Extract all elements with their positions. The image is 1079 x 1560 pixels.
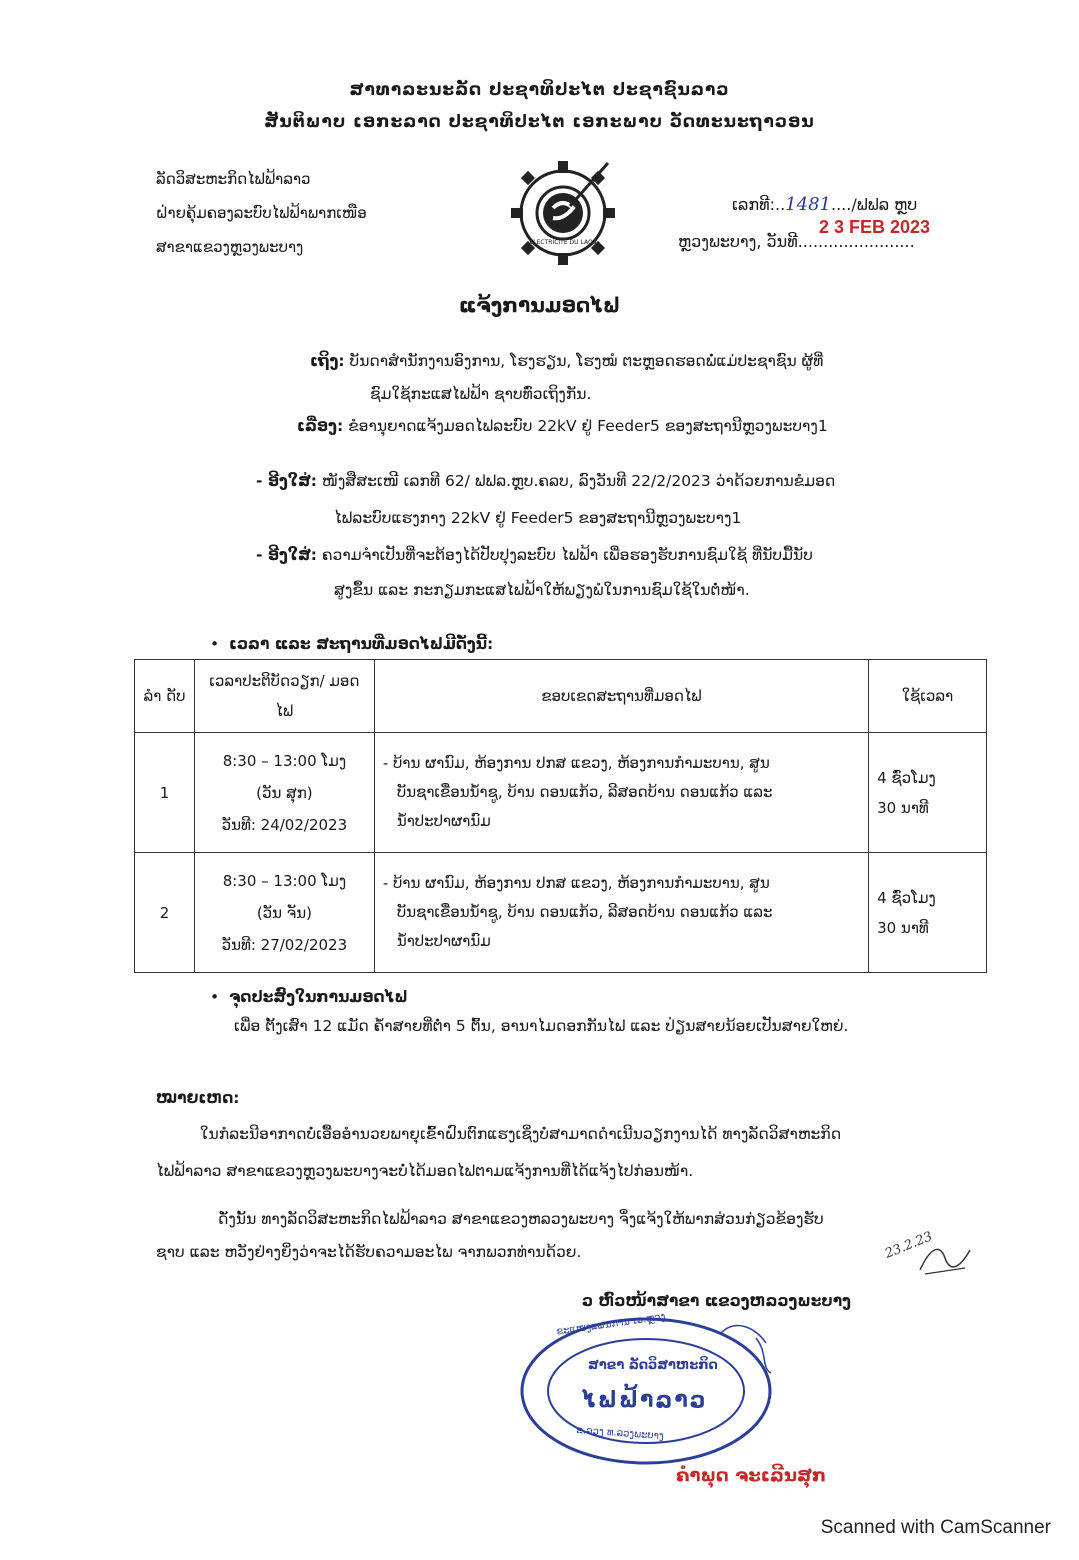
to-label: ເຖິງ:: [310, 352, 345, 370]
note-p2-line2: ຊາບ ແລະ ຫວັງຢ່າງຍິ່ງວ່າຈະໄດ້ຮັບຄວາມອະໄພ ຈາກພວກທ່ານດ້ວຍ.: [156, 1243, 582, 1261]
ref2-line2: ສູງຂຶ້ນ ແລະ ກະກຽມກະແສໄຟຟ້າໃຫ້ພຽງພໍໃນການຊົມໃຊ້ໃນຕໍ່ໜ້າ.: [334, 581, 750, 599]
org-line3: ສາຂາແຂວງຫຼວງພະບາງ: [156, 238, 304, 256]
initial-date: 23.2.23: [882, 1229, 935, 1262]
official-stamp: [516, 1313, 776, 1468]
date-stamp: 2 3 FEB 2023: [819, 217, 931, 237]
purpose-heading: • ຈຸດປະສົງໃນການມອດໄຟ: [210, 988, 408, 1006]
schedule-table: [134, 659, 987, 973]
stamp-line1: ສາຂາ ລັດວິສາຫະກິດ: [588, 1358, 718, 1373]
row-time: 8:30 – 13:00 ໂມງ: [222, 751, 347, 770]
subject-label: ເລື່ອງ:: [297, 417, 344, 435]
to-text1: ບັນດາສຳນັກງານອົງການ, ໂຮງຮຽນ, ໂຮງໝໍ ຕະຫຼອດຮອດພໍ່ແມ່ປະຊາຊົນ ຜູ້ທີ່: [344, 352, 824, 370]
signatory-name: ຄຳພຸດ ຈະເລີນສຸກ: [676, 1465, 827, 1486]
to-text2: ຊົມໃຊ້ກະແສໄຟຟ້າ ຊາບທົ່ວເຖິງກັນ.: [370, 385, 592, 403]
row-time: 8:30 – 13:00 ໂມງ: [222, 871, 347, 890]
ref-number-suffix: ..../ຟຟລ ຫຼບ: [830, 195, 918, 214]
row-area-line3: ນ້ຳປະປາຜານົມ: [396, 812, 491, 830]
row-no: 2: [135, 853, 195, 973]
bullet-icon: •: [210, 988, 229, 1006]
row-date: ວັນທີ: 27/02/2023: [221, 935, 348, 954]
ref1-label: - ອີງໃສ່:: [256, 472, 317, 490]
to-line1: [310, 345, 823, 378]
stamp-ring-top: ຂະແໜງແຜນການ ເອ.ຫຼວງ: [555, 1311, 667, 1338]
row-no: 1: [135, 733, 195, 853]
row-area-line2: ບັນຊາເຂື່ອນນ້ຳຊູ, ບ້ານ ດອນແກ້ວ, ລີສອດບ້ານ ດອນແກ້ວ ແລະ: [396, 903, 773, 921]
subject-line: [297, 410, 828, 443]
ref2-text1: ຄວາມຈຳເປັນທີ່ຈະຕ້ອງໄດ້ປັບປຸງລະບົບ ໄຟຟ້າ ເພື່ອຮອງຮັບການຊົມໃຊ້ ທີ່ນັບມື້ນັບ: [316, 546, 813, 564]
ref-number-label: ເລກທີ:..: [732, 195, 786, 214]
row-area-line1: - ບ້ານ ຜານົມ, ຫ້ອງການ ປກສ ແຂວງ, ຫ້ອງການກຳມະບານ, ສູນ: [382, 874, 770, 892]
row-day: (ວັນ ສຸກ): [256, 783, 313, 802]
note-p1-line1: ໃນກໍລະນີອາກາດບໍ່ເອື້ອອຳນວຍພາຍຸເຂົ້າຝົນຕົກແຮງເຊິ່ງບໍ່ສາມາດດຳເນີນວຽກງານໄດ້ ທາງລັດວິສາຫະກິດ: [200, 1125, 842, 1143]
ref1-line1: [256, 465, 835, 498]
row-day: (ວັນ ຈັນ): [256, 903, 312, 922]
ref-number: [732, 194, 917, 215]
ref2-line1: [256, 539, 813, 572]
ref1-text1: ໜັງສືສະເໜີ ເລກທີ 62/ ຟຟລ.ຫຼບ.ຄລບ, ລົງວັນທີ 22/2/2023 ວ່າດ້ວຍການຂໍມອດ: [316, 472, 836, 490]
initials-signature-icon: [915, 1238, 975, 1278]
org-line2: ຝ່າຍຄຸ້ມຄອງລະບົບໄຟຟ້າພາກເໜືອ: [156, 204, 367, 222]
header-duration: ໃຊ້ເວລາ: [869, 660, 987, 733]
row-area-cell: [374, 733, 868, 853]
row-duration-hours: 4 ຊົ່ວໂມງ: [877, 888, 936, 907]
note-heading: ໝາຍເຫດ:: [156, 1089, 240, 1107]
ref-date: ຫຼວງພະບາງ, ວັນທີ.......................: [678, 232, 915, 251]
bullet-icon: •: [210, 635, 229, 653]
scanner-watermark: Scanned with CamScanner: [820, 1517, 1051, 1538]
document-title: ແຈ້ງການມອດໄຟ: [458, 293, 621, 317]
org-line1: ລັດວິສະຫະກິດໄຟຟ້າລາວ: [156, 170, 311, 188]
header-area: ຂອບເຂດສະຖານທີ່ມອດໄຟ: [374, 660, 868, 733]
header-time: ເວລາປະຕິບັດວຽກ/ ມອດໄຟ: [194, 660, 374, 733]
ref1-line2: ໄຟລະບົບແຮງກາງ 22kV ຢູ່ Feeder5 ຂອງສະຖານີຫຼວງພະບາງ1: [334, 509, 742, 527]
signatory-title: ວ ຫົວໜ້າສາຂາ ແຂວງຫລວງພະບາງ: [582, 1292, 851, 1310]
ref2-label: - ອີງໃສ່:: [256, 546, 317, 564]
stamp-ring-bottom: ຂ.ລວງ ທ.ລວງພະບາງ: [575, 1424, 665, 1443]
row-date: ວັນທີ: 24/02/2023: [221, 815, 348, 834]
row-area-line2: ບັນຊາເຂື່ອນນ້ຳຊູ, ບ້ານ ດອນແກ້ວ, ລີສອດບ້ານ ດອນແກ້ວ ແລະ: [396, 783, 773, 801]
national-header-line1: ສາທາລະນະລັດ ປະຊາທິປະໄຕ ປະຊາຊົນລາວ: [349, 80, 730, 100]
row-duration-minutes: 30 ນາທີ: [877, 798, 929, 817]
header-no: ລຳ ດັບ: [135, 660, 195, 733]
logo-text: ELECTRICITE DU LAOS: [529, 239, 597, 246]
stamp-line2: ໄຟຟ້າລາວ: [582, 1388, 708, 1413]
row-area-cell: [374, 853, 868, 973]
purpose-text: ເພື່ອ ຕັ້ງເສົາ 12 ແມັດ ຄ້ຳສາຍທີ່ຕ່ຳ 5 ຕົ້ນ, ອານາໄມດອກກັນໄຟ ແລະ ປ່ຽນສາຍນ້ອຍເປັນສາຍໃຫຍ່.: [234, 1017, 849, 1035]
row-area-line1: - ບ້ານ ຜານົມ, ຫ້ອງການ ປກສ ແຂວງ, ຫ້ອງການກຳມະບານ, ສູນ: [382, 754, 770, 772]
row-time-cell: [194, 733, 374, 853]
row-duration-minutes: 30 ນາທີ: [877, 918, 929, 937]
note-p2-line1: ດັ່ງນັ້ນ ທາງລັດວິສະຫະກິດໄຟຟ້າລາວ ສາຂາແຂວງຫລວງພະບາງ ຈຶ່ງແຈ້ງໃຫ້ພາກສ່ວນກ່ຽວຂ້ອງຮັບ: [218, 1210, 824, 1228]
subject-text: ຂໍອານຸຍາດແຈ້ງມອດໄຟລະບົບ 22kV ຢູ່ Feeder5 ຂອງສະຖານີຫຼວງພະບາງ1: [343, 417, 828, 435]
edl-gear-logo-icon: [508, 158, 618, 268]
note-p1-line2: ໄຟຟ້າລາວ ສາຂາແຂວງຫຼວງພະບາງຈະບໍ່ໄດ້ມອດໄຟຕາມແຈ້ງການທີ່ໄດ້ແຈ້ງໄປກ່ອນໜ້າ.: [156, 1162, 694, 1180]
schedule-heading: • ເວລາ ແລະ ສະຖານທີ່ມອດໄຟມີດັ່ງນີ້:: [210, 635, 494, 653]
row-duration-cell: [869, 733, 987, 853]
ref-number-value: 1481: [785, 194, 831, 215]
row-duration-cell: [869, 853, 987, 973]
table-row: [135, 853, 987, 973]
table-row: [135, 733, 987, 853]
row-time-cell: [194, 853, 374, 973]
row-duration-hours: 4 ຊົ່ວໂມງ: [877, 768, 936, 787]
table-header-row: [135, 660, 987, 733]
national-header-line2: ສັນຕິພາບ ເອກະລາດ ປະຊາທິປະໄຕ ເອກະພາບ ວັດທະນະຖາວອນ: [264, 112, 815, 132]
row-area-line3: ນ້ຳປະປາຜານົມ: [396, 932, 491, 950]
